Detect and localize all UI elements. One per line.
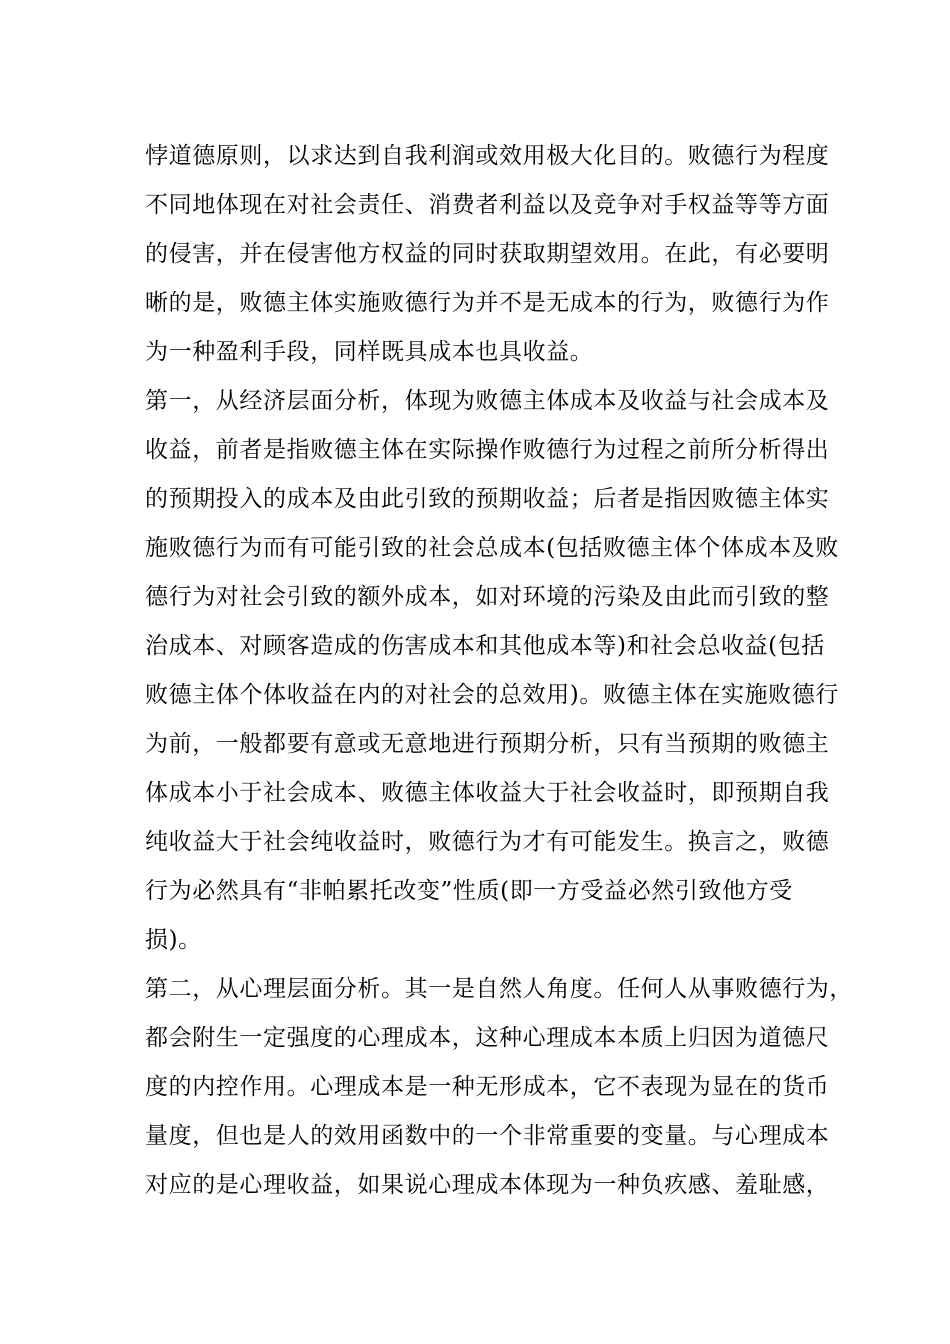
text-line: 悖道德原则，以求达到自我利润或效用极大化目的。败德行为程度 [145,143,830,169]
text-line: 都会附生一定强度的心理成本，这种心理成本本质上归因为道德尺 [145,1025,830,1051]
text-line: 施败德行为而有可能引致的社会总成本(包括败德主体个体成本及败 [145,535,839,561]
text-line: 不同地体现在对社会责任、消费者利益以及竞争对手权益等等方面 [145,192,830,218]
text-line: 第二，从心理层面分析。其一是自然人角度。任何人从事败德行为， [145,976,853,1002]
text-line: 晰的是，败德主体实施败德行为并不是无成本的行为，败德行为作 [145,290,830,316]
text-line: 为一种盈利手段，同样既具成本也具收益。 [145,339,594,365]
text-line: 行为必然具有“非帕累托改变”性质(即一方受益必然引致他方受 [145,878,793,904]
text-line: 收益，前者是指败德主体在实际操作败德行为过程之前所分析得出 [145,437,830,463]
text-line: 度的内控作用。心理成本是一种无形成本，它不表现为显在的货币 [145,1074,830,1100]
text-line: 德行为对社会引致的额外成本，如对环境的污染及由此而引致的整 [145,584,830,610]
text-line: 的侵害，并在侵害他方权益的同时获取期望效用。在此，有必要明 [145,241,830,267]
text-line: 损)。 [145,927,202,953]
text-line: 第一，从经济层面分析，体现为败德主体成本及收益与社会成本及 [145,388,830,414]
text-line: 量度，但也是人的效用函数中的一个非常重要的变量。与心理成本 [145,1123,830,1149]
text-line: 的预期投入的成本及由此引致的预期收益；后者是指因败德主体实 [145,486,830,512]
text-line: 败德主体个体收益在内的对社会的总效用)。败德主体在实施败德行 [145,682,839,708]
body-text [145,132,853,1210]
text-line: 纯收益大于社会纯收益时，败德行为才有可能发生。换言之，败德 [145,829,830,855]
text-line: 体成本小于社会成本、败德主体收益大于社会收益时，即预期自我 [145,780,830,806]
text-line: 治成本、对顾客造成的伤害成本和其他成本等)和社会总收益(包括 [145,633,825,659]
text-line: 对应的是心理收益，如果说心理成本体现为一种负疚感、羞耻感， [145,1172,830,1198]
text-line: 为前，一般都要有意或无意地进行预期分析，只有当预期的败德主 [145,731,830,757]
